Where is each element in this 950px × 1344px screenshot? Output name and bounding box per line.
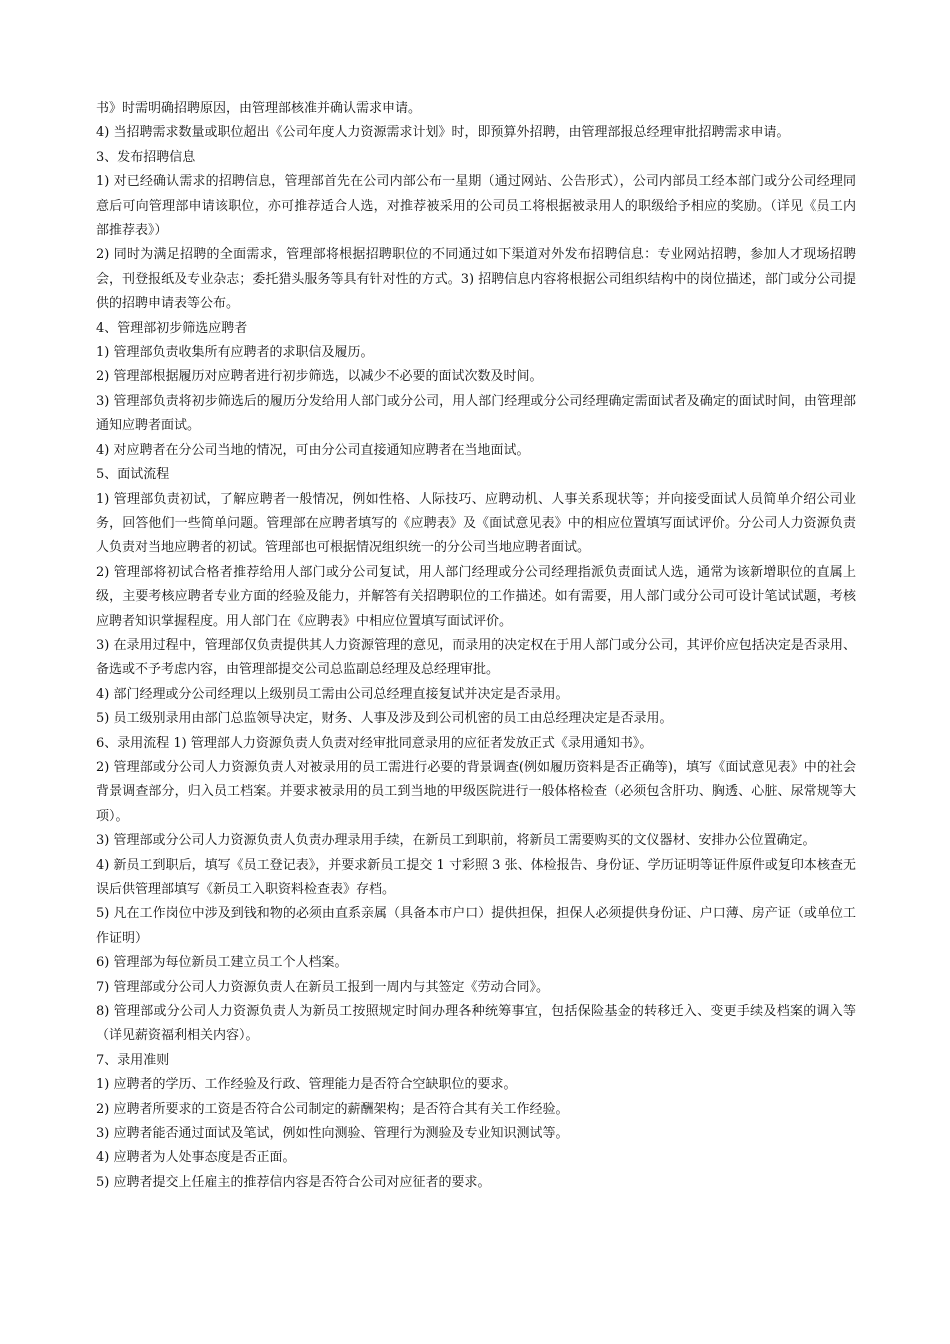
paragraph-item: 5) 员工级别录用由部门总监领导决定，财务、人事及涉及到公司机密的员工由总经理决定是否录用。 [96,711,673,727]
paragraph-item: 1) 应聘者的学历、工作经验及行政、管理能力是否符合空缺职位的要求。 [96,1077,517,1093]
paragraph-item: 6) 管理部为每位新员工建立员工个人档案。 [96,955,348,971]
section-heading-publish: 3、发布招聘信息 [96,149,196,165]
paragraph-item: 3) 应聘者能否通过面试及笔试，例如性向测验、管理行为测验及专业知识测试等。 [96,1126,569,1142]
paragraph-item: 1) 管理部负责初试，了解应聘者一般情况，例如性格、人际技巧、应聘动机、人事关系现状等；并向接受面试人员简单介绍公司业务，回答他们一些简单问题。管理部在应聘者填写的《应聘表》及《面试意见表》中的相应位置填写面试评价。分公司人力资源负责人负责对当地应聘者的初试。管理部也可根据情况组织统一的分公司当地应聘者面试。 [96,491,856,556]
document-body [96,97,856,1195]
paragraph-item: 4) 部门经理或分公司经理以上级别员工需由公司总经理直接复试并决定是否录用。 [96,686,569,702]
paragraph-item: 2) 应聘者所要求的工资是否符合公司制定的薪酬架构；是否符合其有关工作经验。 [96,1101,569,1117]
paragraph-continuation: 书》时需明确招聘原因，由管理部核准并确认需求申请。 [96,101,422,116]
paragraph-item: 4) 应聘者为人处事态度是否正面。 [96,1150,296,1166]
paragraph-item: 2) 管理部或分公司人力资源负责人对被录用的员工需进行必要的背景调查(例如履历资料是否正确等)，填写《面试意见表》中的社会背景调查部分，归入员工档案。并要求被录用的员工到当地的甲级医院进行一般体格检查（必须包含肝功、胸透、心脏、尿常规等大项）。 [96,759,856,824]
paragraph-item: 2) 管理部根据履历对应聘者进行初步筛选，以减少不必要的面试次数及时间。 [96,369,543,385]
paragraph-item: 1) 管理部负责收集所有应聘者的求职信及履历。 [96,345,374,361]
paragraph-item: 7) 管理部或分公司人力资源负责人在新员工报到一周内与其签定《劳动合同》。 [96,979,549,995]
paragraph-item: 5) 应聘者提交上任雇主的推荐信内容是否符合公司对应征者的要求。 [96,1174,491,1190]
paragraph-item: 1) 对已经确认需求的招聘信息，管理部首先在公司内部公布一星期（通过网站、公告形式），公司内部员工经本部门或分公司经理同意后可向管理部申请该职位，亦可推荐适合人选，对推荐被采用的公司员工将根据被录用人的职级给予相应的奖励。（详见《员工内部推荐表》） [96,174,856,239]
section-heading-interview: 5、面试流程 [96,467,170,483]
paragraph-item: 3) 管理部负责将初步筛选后的履历分发给用人部门或分公司，用人部门经理或分公司经理确定需面试者及确定的面试时间，由管理部通知应聘者面试。 [96,393,856,434]
paragraph-item: 8) 管理部或分公司人力资源负责人为新员工按照规定时间办理各种统筹事宜，包括保险基金的转移迁入、变更手续及档案的调入等（详见薪资福利相关内容）。 [96,1004,856,1044]
paragraph-item: 4) 当招聘需求数量或职位超出《公司年度人力资源需求计划》时，即预算外招聘，由管理部报总经理审批招聘需求申请。 [96,125,790,141]
paragraph-item: 4) 新员工到职后，填写《员工登记表》，并要求新员工提交 1 寸彩照 3 张、体检报告、身份证、学历证明等证件原件或复印本核查无误后供管理部填写《新员工入职资料检查表》存档。 [96,857,856,897]
section-heading-screening: 4、管理部初步筛选应聘者 [96,320,248,336]
paragraph-item: 2) 管理部将初试合格者推荐给用人部门或分公司复试，用人部门经理或分公司经理指派负责面试人选，通常为该新增职位的直属上级，主要考核应聘者专业方面的经验及能力，并解答有关招聘职位的工作描述。如有需要，用人部门或分公司可设计笔试试题，考核应聘者知识掌握程度。用人部门在《应聘表》中相应位置填写面试评价。 [96,564,856,629]
paragraph-item: 3) 管理部或分公司人力资源负责人负责办理录用手续，在新员工到职前，将新员工需要购买的文仪器材、安排办公位置确定。 [96,833,816,849]
section-heading-hiring: 6、录用流程 1) 管理部人力资源负责人负责对经审批同意录用的应征者发放正式《录用通知书》。 [96,735,653,751]
paragraph-item: 3) 在录用过程中，管理部仅负责提供其人力资源管理的意见，而录用的决定权在于用人部门或分公司，其评价应包括决定是否录用、备选或不予考虑内容，由管理部提交公司总监副总经理及总经理审批。 [96,637,856,678]
paragraph-item: 2) 同时为满足招聘的全面需求，管理部将根据招聘职位的不同通过如下渠道对外发布招聘信息：专业网站招聘，参加人才现场招聘会，刊登报纸及专业杂志；委托猎头服务等具有针对性的方式。3) 招聘信息内容将根据公司组织结构中的岗位描述，部门或分公司提供的招聘申请表等公布。 [96,247,856,312]
paragraph-item: 5) 凡在工作岗位中涉及到钱和物的必须由直系亲属（具备本市户口）提供担保，担保人必须提供身份证、户口薄、房产证（或单位工作证明） [96,906,856,946]
paragraph-item: 4) 对应聘者在分公司当地的情况，可由分公司直接通知应聘者在当地面试。 [96,442,530,458]
section-heading-criteria: 7、录用准则 [96,1052,170,1068]
